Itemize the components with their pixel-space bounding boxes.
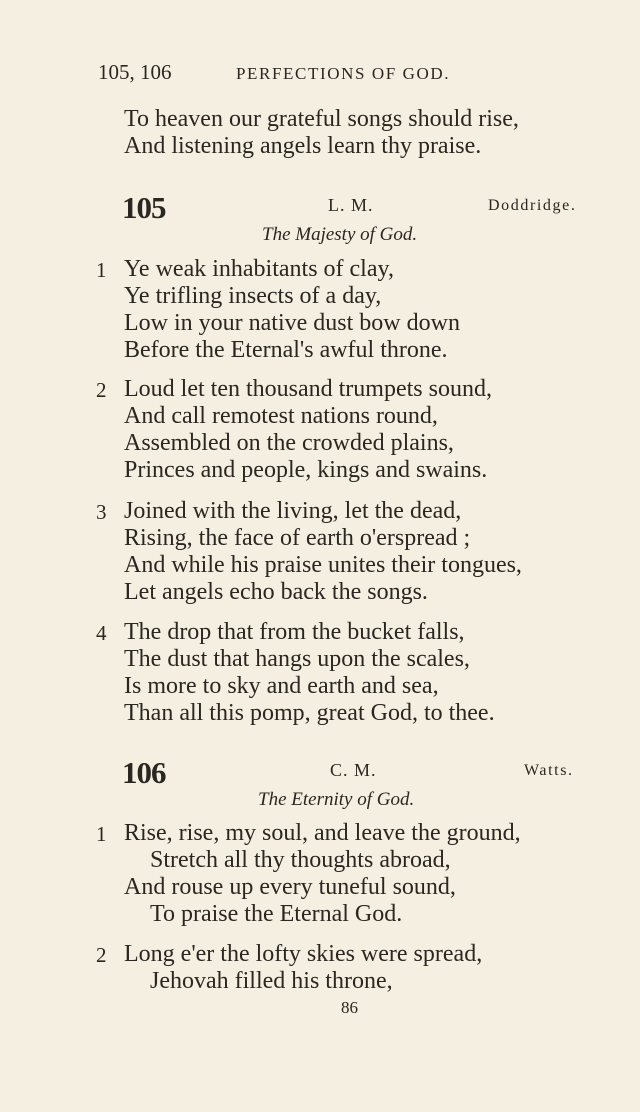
verse-line: Low in your native dust bow down bbox=[124, 310, 460, 336]
verse-line: Stretch all thy thoughts abroad, bbox=[150, 847, 451, 873]
verse-line: Rising, the face of earth o'erspread ; bbox=[124, 525, 471, 551]
header-hymn-numbers: 105, 106 bbox=[98, 60, 172, 84]
verse-line: Is more to sky and earth and sea, bbox=[124, 673, 439, 699]
carryover-line: And listening angels learn thy praise. bbox=[124, 133, 482, 159]
verse-number: 4 bbox=[96, 621, 107, 645]
verse-number: 2 bbox=[96, 943, 107, 967]
verse-line: Before the Eternal's awful throne. bbox=[124, 337, 448, 363]
verse-line: Princes and people, kings and swains. bbox=[124, 457, 488, 483]
verse-line: And rouse up every tuneful sound, bbox=[124, 874, 456, 900]
verse-line: And while his praise unites their tongues, bbox=[124, 552, 522, 578]
verse-line: Ye trifling insects of a day, bbox=[124, 283, 382, 309]
verse-line: Than all this pomp, great God, to thee. bbox=[124, 700, 495, 726]
hymn-subtitle: The Eternity of God. bbox=[258, 789, 415, 810]
verse-line: Joined with the living, let the dead, bbox=[124, 498, 462, 524]
verse-line: To praise the Eternal God. bbox=[150, 901, 403, 927]
verse-line: And call remotest nations round, bbox=[124, 403, 438, 429]
hymn-author: Watts. bbox=[524, 762, 574, 779]
verse-line: Rise, rise, my soul, and leave the ground, bbox=[124, 820, 521, 846]
header-title: PERFECTIONS OF GOD. bbox=[236, 64, 451, 83]
verse-number: 1 bbox=[96, 258, 107, 282]
hymn-author: Doddridge. bbox=[488, 197, 577, 214]
verse-line: Loud let ten thousand trumpets sound, bbox=[124, 376, 492, 402]
hymn-subtitle: The Majesty of God. bbox=[262, 224, 418, 245]
verse-line: Jehovah filled his throne, bbox=[150, 968, 393, 994]
verse-line: The drop that from the bucket falls, bbox=[124, 619, 465, 645]
verse-line: Assembled on the crowded plains, bbox=[124, 430, 454, 456]
hymn-meter: L. M. bbox=[328, 195, 374, 215]
verse-line: Long e'er the lofty skies were spread, bbox=[124, 941, 483, 967]
verse-line: The dust that hangs upon the scales, bbox=[124, 646, 470, 672]
page-number: 86 bbox=[341, 998, 358, 1017]
carryover-line: To heaven our grateful songs should rise, bbox=[124, 106, 519, 132]
verse-number: 1 bbox=[96, 822, 107, 846]
hymn-number: 106 bbox=[122, 755, 166, 790]
verse-number: 3 bbox=[96, 500, 107, 524]
verse-line: Ye weak inhabitants of clay, bbox=[124, 256, 394, 282]
hymn-number: 105 bbox=[122, 190, 166, 225]
verse-line: Let angels echo back the songs. bbox=[124, 579, 428, 605]
verse-number: 2 bbox=[96, 378, 107, 402]
hymn-meter: C. M. bbox=[330, 760, 377, 780]
